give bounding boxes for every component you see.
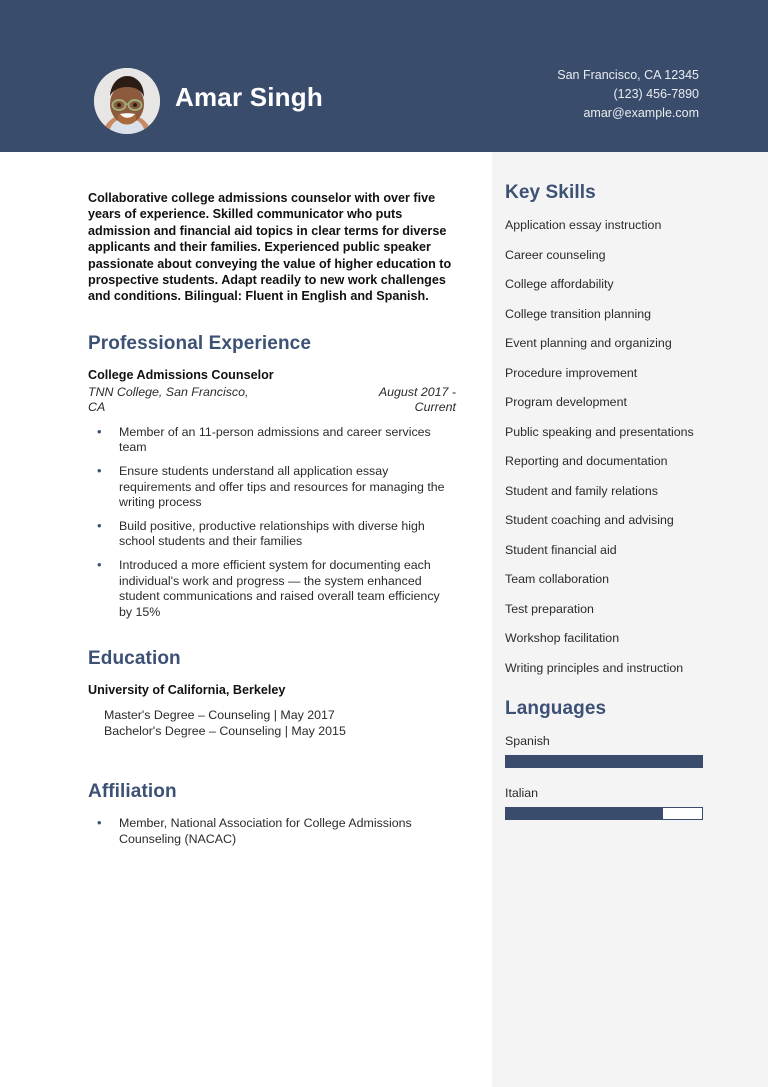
- job-company: TNN College, San Francisco, CA: [88, 384, 249, 415]
- language-block: [505, 786, 730, 820]
- languages-list: [505, 734, 730, 820]
- job-title: College Admissions Counselor: [88, 367, 274, 382]
- degree-line: Master's Degree – Counseling | May 2017: [104, 708, 335, 723]
- skill-item: College affordability: [505, 277, 614, 291]
- skill-item: Student coaching and advising: [505, 513, 674, 527]
- experience-list: [88, 368, 456, 621]
- contact-phone[interactable]: (123) 456-7890: [613, 87, 699, 101]
- affiliation-heading: Affiliation: [88, 781, 177, 803]
- skill-item: Student financial aid: [505, 542, 617, 557]
- skill-item: College transition planning: [505, 306, 652, 321]
- professional-summary: Collaborative college admissions counselor with over five years of experience. Skilled communicator who puts admission and financial aid topics in clear terms for diverse applicants and their families. Experienced public speaker passionate about conveying the value of higher education to prospective students. Adapt readily to new work challenges and conditions. Bilingual: Fluent in English and Spanish.: [88, 191, 452, 304]
- job-bullets: [88, 425, 456, 621]
- skill-item: Student and family relations: [505, 483, 658, 498]
- skill-item: Application essay instruction: [505, 218, 662, 232]
- skill-item: Career counseling: [505, 247, 606, 262]
- page-title: Amar Singh: [175, 82, 323, 112]
- experience-heading: Professional Experience: [88, 332, 312, 354]
- language-proficiency-bar: [505, 807, 703, 820]
- job-bullet: • Ensure students understand all application essay requirements and offer tips and resources for managing the writing process: [88, 464, 456, 511]
- key-skills-heading: Key Skills: [505, 182, 596, 203]
- language-proficiency-bar: [505, 755, 703, 768]
- languages-heading: Languages: [505, 697, 607, 719]
- language-proficiency-fill: [506, 808, 663, 819]
- language-name: Italian: [505, 785, 539, 800]
- key-skills-list: [505, 218, 730, 676]
- skill-item: Public speaking and presentations: [505, 424, 694, 439]
- degree-line: Bachelor's Degree – Counseling | May 2015: [104, 724, 346, 739]
- degrees-list: [88, 707, 456, 739]
- skill-item: Event planning and organizing: [505, 336, 672, 350]
- skill-item: Team collaboration: [505, 572, 610, 586]
- job-dates: August 2017 - Current: [378, 384, 456, 415]
- job-bullet: • Member of an 11-person admissions and career services team: [88, 425, 456, 456]
- skill-item: Writing principles and instruction: [505, 660, 684, 675]
- skill-item: Test preparation: [505, 601, 594, 616]
- spacer: [88, 628, 456, 648]
- school-name: University of California, Berkeley: [88, 683, 286, 698]
- job-bullet: • Introduced a more efficient system for documenting each individual's work and progress — the system enhanced student communications and raised overall team efficiency by 15%: [88, 558, 456, 620]
- spacer: [88, 739, 456, 759]
- affiliation-list: [88, 816, 456, 847]
- contact-email[interactable]: amar@example.com: [583, 106, 699, 120]
- job-meta: [88, 385, 456, 416]
- language-block: [505, 734, 730, 768]
- main-column: [0, 152, 492, 856]
- avatar: [94, 68, 160, 134]
- skill-item: Workshop facilitation: [505, 631, 620, 645]
- job-bullet: • Build positive, productive relationships with diverse high school students and their families: [88, 519, 456, 550]
- skill-item: Program development: [505, 395, 627, 409]
- language-name: Spanish: [505, 733, 550, 748]
- profile-photo-icon: [94, 68, 160, 134]
- education-heading: Education: [88, 648, 181, 670]
- skill-item: Procedure improvement: [505, 365, 638, 380]
- sidebar: [492, 152, 768, 1087]
- language-proficiency-fill: [506, 756, 702, 767]
- contact-info: [557, 66, 699, 123]
- affiliation-item: • Member, National Association for College Admissions Counseling (NACAC): [88, 816, 456, 847]
- resume-header: [0, 0, 768, 152]
- contact-location: San Francisco, CA 12345: [557, 68, 699, 82]
- skill-item: Reporting and documentation: [505, 454, 668, 468]
